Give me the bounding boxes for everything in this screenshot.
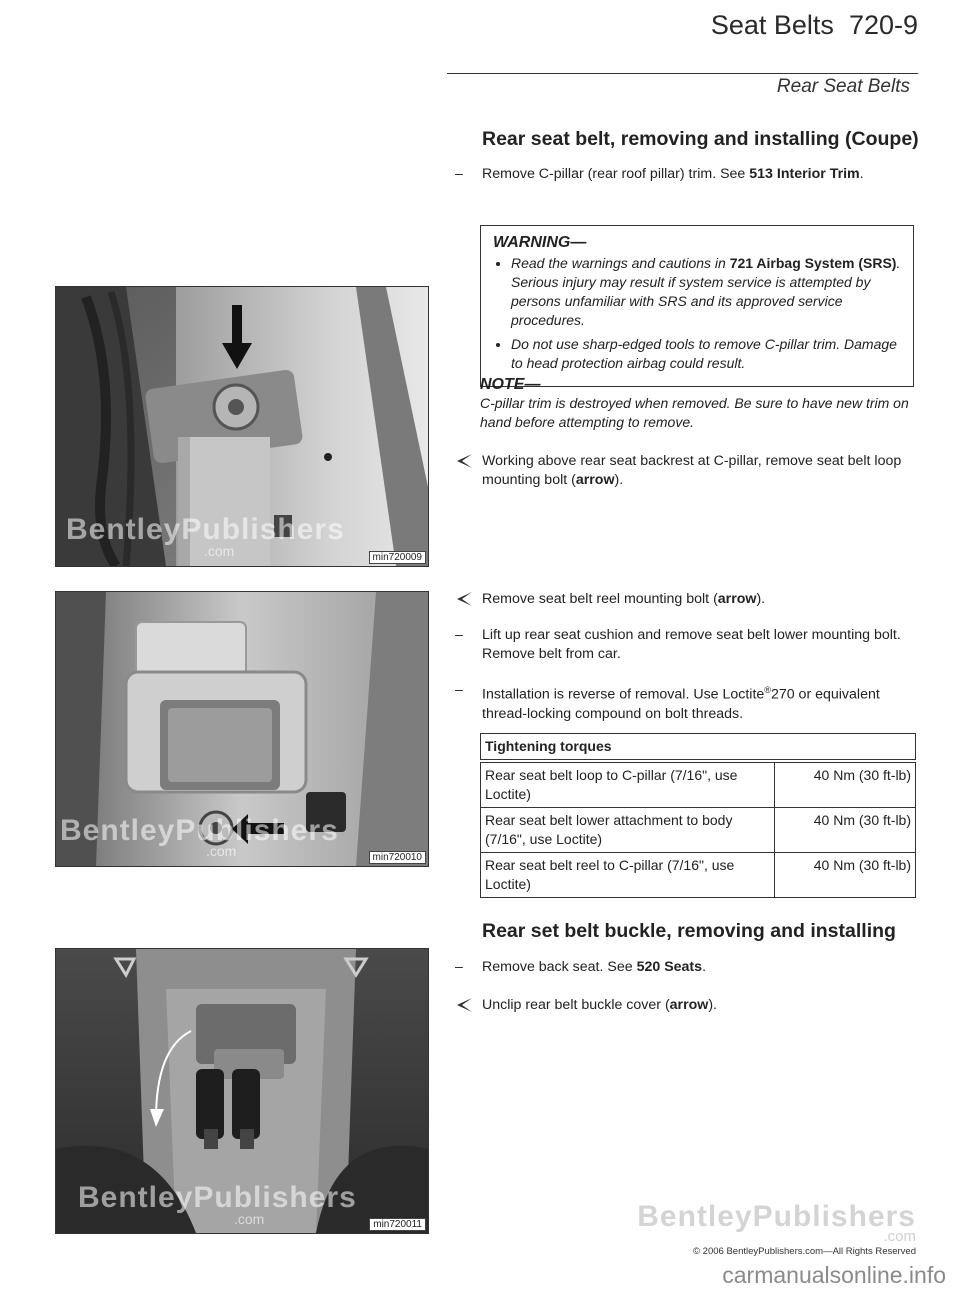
- torque-value: 40 Nm (30 ft-lb): [775, 853, 916, 898]
- arrow-left-icon: [455, 452, 477, 476]
- dash-bullet: [455, 681, 477, 700]
- torque-item: Rear seat belt loop to C-pillar (7/16", use Loctite): [481, 763, 775, 808]
- arrow-left-icon: [455, 996, 477, 1020]
- step-remove-reel-bolt: Remove seat belt reel mounting bolt (arrow).: [455, 590, 920, 609]
- dash-bullet: [455, 958, 477, 977]
- torque-item: Rear seat belt reel to C-pillar (7/16", use Loctite): [481, 853, 775, 898]
- photo-watermark: BentleyPublishers: [60, 814, 339, 847]
- chapter-title: Seat Belts: [710, 10, 834, 40]
- arrow-left-icon: [455, 590, 477, 614]
- dash-bullet: [455, 626, 477, 645]
- step-remove-back-seat: – Remove back seat. See 520 Seats.: [455, 958, 920, 977]
- image-id: min720010: [369, 851, 426, 864]
- publisher-logo: BentleyPublishers: [637, 1200, 916, 1233]
- warning-item: • Read the warnings and cautions in 721 Airbag System (SRS). Serious injury may result if system service is attempted by persons unfamiliar with SRS and its approved service procedures.: [511, 254, 903, 330]
- page-number: 720-9: [848, 10, 918, 40]
- photo-seat-belt-reel: [55, 591, 429, 867]
- header-rule: [447, 73, 918, 74]
- note-heading: NOTE—: [480, 376, 541, 393]
- warning-heading: WARNING—: [493, 234, 587, 251]
- photo-watermark-com: .com: [234, 1211, 265, 1227]
- photo-watermark: BentleyPublishers: [66, 513, 345, 546]
- section-subtitle: Rear Seat Belts: [776, 76, 910, 97]
- step-remove-c-pillar-trim: – Remove C-pillar (rear roof pillar) trim. See 513 Interior Trim.: [455, 165, 920, 184]
- section-heading-buckle: Rear set belt buckle, removing and installing: [482, 920, 896, 942]
- step-remove-loop-bolt: Working above rear seat backrest at C-pillar, remove seat belt loop mounting bolt (arrow).: [455, 452, 920, 490]
- photo-watermark-com: .com: [206, 843, 237, 859]
- photo-watermark-com: .com: [204, 543, 235, 559]
- image-id: min720011: [369, 1218, 426, 1231]
- reference-link[interactable]: 513 Interior Trim: [749, 166, 860, 182]
- photo-seat-belt-loop: [55, 286, 429, 567]
- note-block: [480, 375, 920, 432]
- reference-link[interactable]: 520 Seats: [636, 959, 703, 975]
- table-row: [481, 763, 916, 808]
- warning-box: [480, 225, 914, 387]
- table-row: [481, 853, 916, 898]
- torque-value: 40 Nm (30 ft-lb): [775, 808, 916, 853]
- section-heading-coupe: Rear seat belt, removing and installing (Coupe): [482, 128, 919, 150]
- image-id: min720009: [369, 551, 426, 564]
- reference-link[interactable]: 721 Airbag System (SRS): [729, 255, 897, 271]
- step-installation: – Installation is reverse of removal. Use Loctite®270 or equivalent thread-locking compound on bolt threads.: [455, 681, 920, 724]
- photo-belt-buckle: [55, 948, 429, 1234]
- step-lift-seat-cushion: – Lift up rear seat cushion and remove seat belt lower mounting bolt. Remove belt from car.: [455, 626, 920, 664]
- site-watermark: carmanualsonline.info: [722, 1262, 946, 1288]
- publisher-logo-com: .com: [883, 1228, 916, 1245]
- torque-table-header: Tightening torques: [481, 734, 916, 760]
- torque-table: [480, 733, 916, 898]
- dash-bullet: [455, 165, 477, 184]
- torque-value: 40 Nm (30 ft-lb): [775, 763, 916, 808]
- warning-item: • Do not use sharp-edged tools to remove C-pillar trim. Damage to head protection airbag could result.: [511, 335, 903, 373]
- photo-watermark: BentleyPublishers: [78, 1181, 357, 1214]
- torque-item: Rear seat belt lower attachment to body (7/16", use Loctite): [481, 808, 775, 853]
- copyright-notice: © 2006 BentleyPublishers.com—All Rights Reserved: [693, 1246, 916, 1257]
- step-unclip-buckle-cover: Unclip rear belt buckle cover (arrow).: [455, 996, 920, 1015]
- note-body: C-pillar trim is destroyed when removed. Be sure to have new trim on hand before attempting to remove.: [480, 395, 909, 430]
- table-row: [481, 808, 916, 853]
- page-header: [711, 10, 918, 41]
